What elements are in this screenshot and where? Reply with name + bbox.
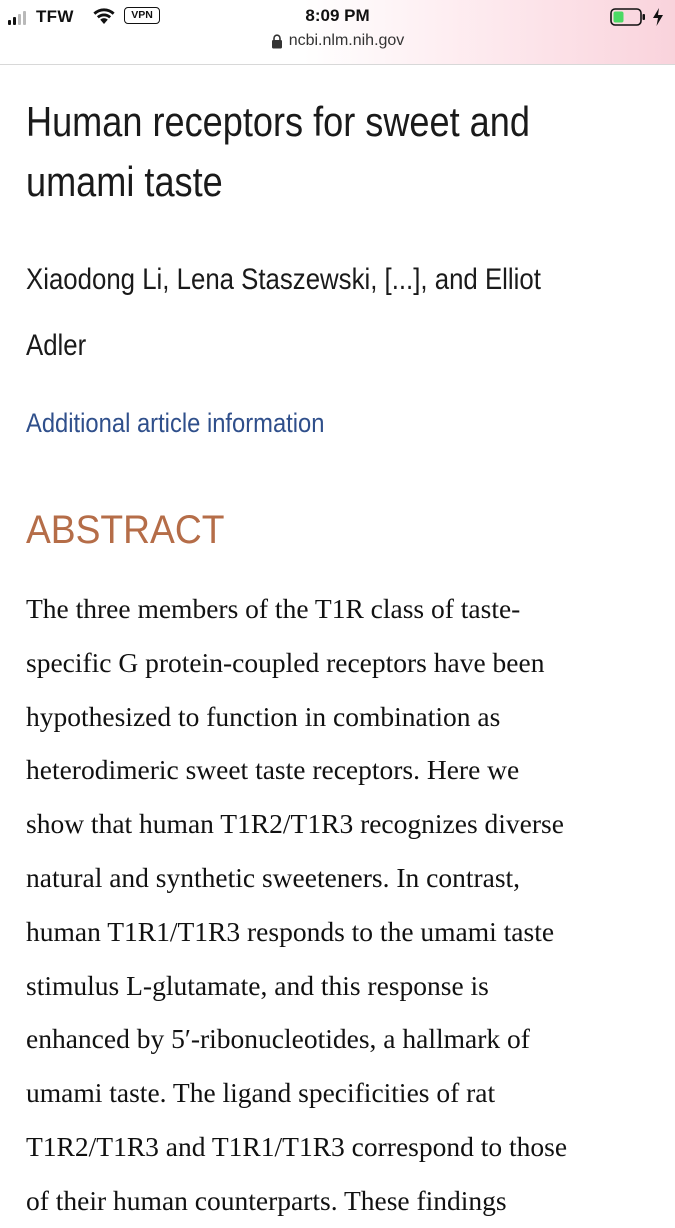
abstract-line: T1R2/T1R3 and T1R1/T1R3 correspond to those [26, 1130, 568, 1162]
article [26, 92, 656, 1216]
abstract-line: hypothesized to function in combination as [26, 700, 501, 732]
address-bar[interactable] [0, 32, 675, 50]
abstract-line: human T1R1/T1R3 responds to the umami taste [26, 915, 555, 947]
abstract-line: The three members of the T1R class of taste- [26, 593, 521, 624]
article-authors [26, 247, 645, 379]
vpn-badge: VPN [124, 7, 160, 24]
url-text[interactable]: ncbi.nlm.nih.gov [288, 32, 405, 49]
abstract-line: show that human T1R2/T1R3 recognizes diverse [26, 808, 564, 840]
authors-line[interactable]: Xiaodong Li, Lena Staszewski, [...], and Elliot [26, 263, 541, 296]
abstract-heading: ABSTRACT [26, 508, 225, 552]
article-title-line: Human receptors for sweet and [26, 98, 530, 145]
abstract-line: heterodimeric sweet taste receptors. Here we [26, 754, 520, 786]
authors-line[interactable]: Adler [26, 329, 87, 362]
article-title [26, 92, 645, 212]
status-time: 8:09 PM [305, 6, 370, 25]
abstract-line-partial: of their human counterparts. These findings [26, 1184, 507, 1216]
abstract-text-fragment: stimulus [26, 969, 127, 1001]
browser-top-bar [0, 0, 675, 65]
abstract-line [26, 959, 656, 1013]
abstract-text-fragment: -glutamate, and this response is [142, 969, 489, 1001]
article-title-line: umami taste [26, 158, 223, 205]
l-glutamate-prefix: L [126, 969, 143, 1001]
additional-article-info-link[interactable]: Additional article information [26, 408, 325, 438]
abstract-line: specific G protein-coupled receptors have been [26, 646, 545, 678]
carrier-name: TFW [36, 7, 74, 26]
battery-icon [610, 8, 646, 26]
abstract-line: umami taste. The ligand specificities of rat [26, 1077, 496, 1109]
abstract-line: natural and synthetic sweeteners. In contrast, [26, 861, 521, 893]
abstract-line: enhanced by 5′-ribonucleotides, a hallmark of [26, 1023, 530, 1055]
abstract-text [26, 582, 656, 1216]
lock-icon [271, 34, 283, 49]
charging-bolt-icon [651, 7, 665, 27]
battery-level-fill [614, 12, 624, 23]
